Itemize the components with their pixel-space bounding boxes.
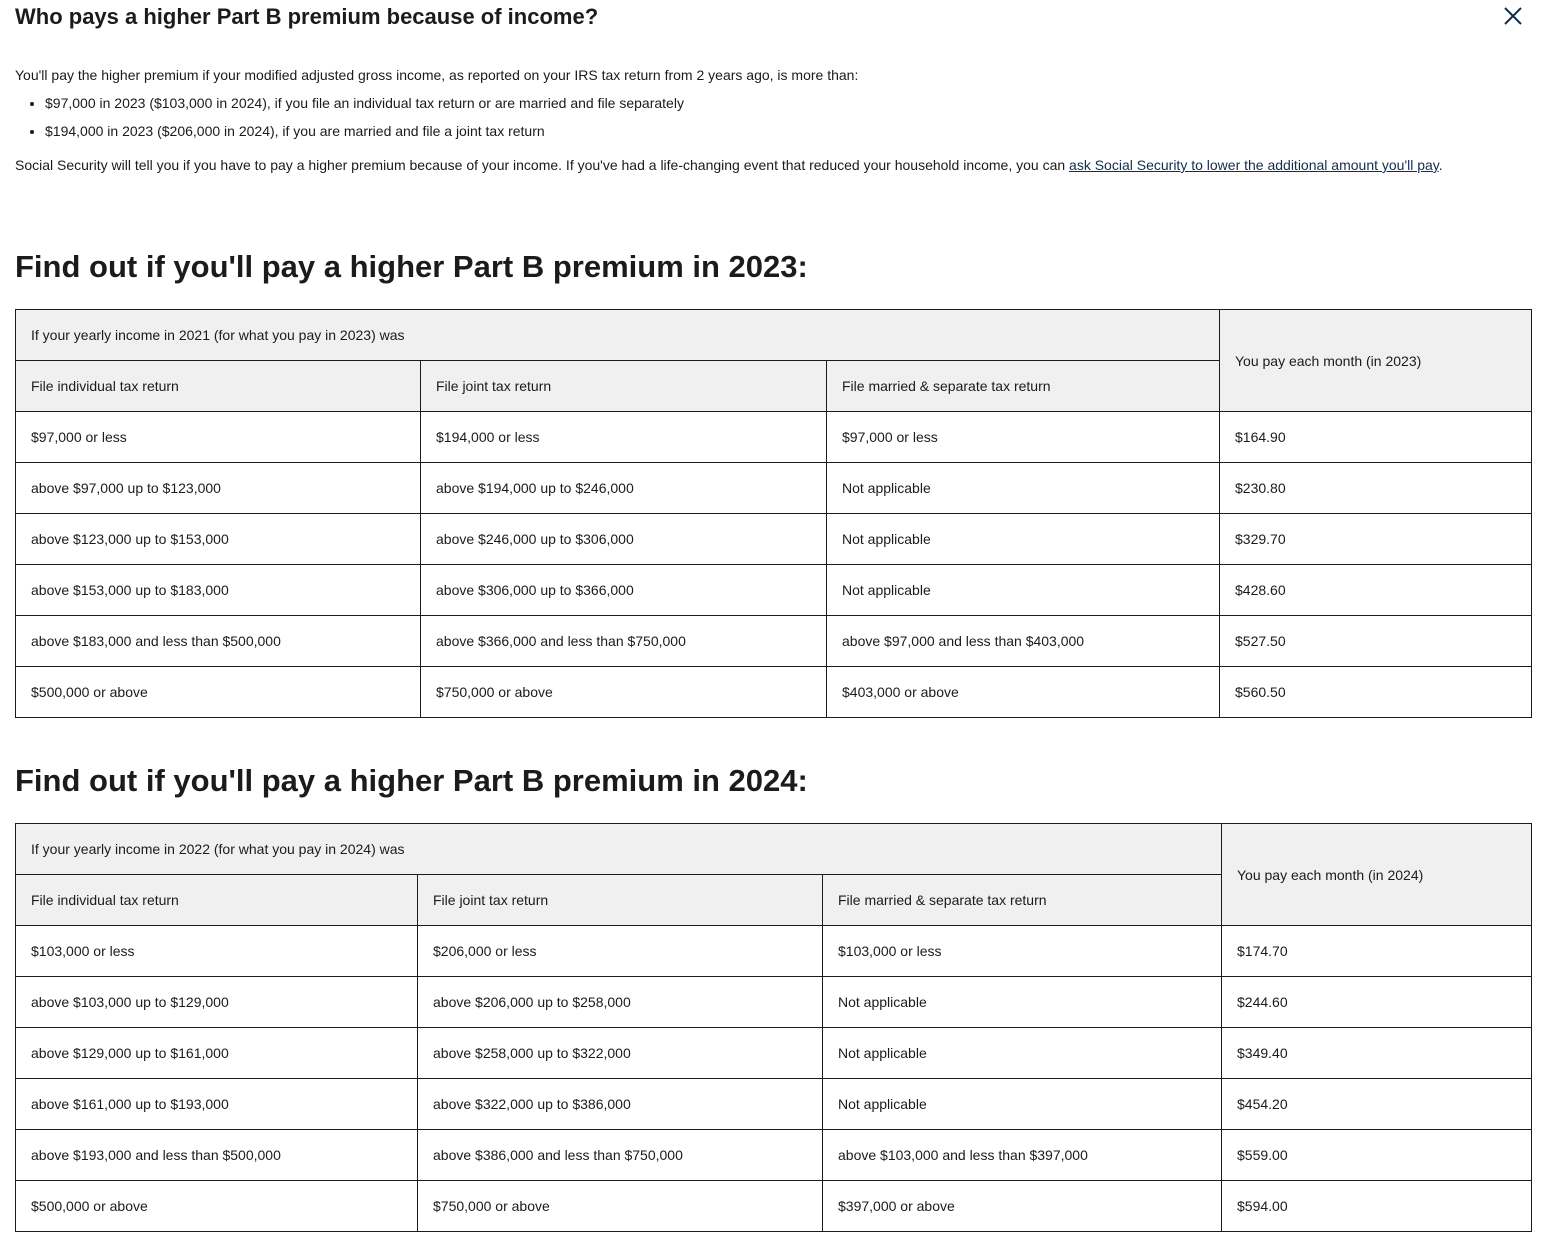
table-row [16, 412, 1532, 463]
heading-2024: Find out if you'll pay a higher Part B premium in 2024: [15, 763, 808, 798]
note-text: Social Security will tell you if you have to pay a higher premium because of your income. If you've had a life-changing event that reduced your household income, you can [15, 157, 1070, 173]
monthly-premium-cell: $329.70 [1220, 514, 1532, 565]
individual-income-cell: above $193,000 and less than $500,000 [16, 1130, 418, 1181]
monthly-premium-cell: $594.00 [1222, 1181, 1532, 1232]
monthly-premium-cell: $349.40 [1222, 1028, 1532, 1079]
intro-note [15, 154, 1525, 176]
col-separate-header: File married & separate tax return [827, 361, 1220, 412]
premium-table-2023 [15, 309, 1532, 718]
table-row [16, 1079, 1532, 1130]
joint-income-cell: $194,000 or less [421, 412, 827, 463]
separate-income-cell: above $103,000 and less than $397,000 [823, 1130, 1222, 1181]
joint-income-cell: above $322,000 up to $386,000 [418, 1079, 823, 1130]
col-separate-header: File married & separate tax return [823, 875, 1222, 926]
individual-income-cell: above $129,000 up to $161,000 [16, 1028, 418, 1079]
col-individual-header: File individual tax return [16, 361, 421, 412]
monthly-premium-cell: $428.60 [1220, 565, 1532, 616]
joint-income-cell: above $386,000 and less than $750,000 [418, 1130, 823, 1181]
list-item: • $97,000 in 2023 ($103,000 in 2024), if you file an individual tax return or are married and file separately [45, 92, 1525, 114]
col-joint-header: File joint tax return [421, 361, 827, 412]
monthly-premium-cell: $230.80 [1220, 463, 1532, 514]
individual-income-cell: above $97,000 up to $123,000 [16, 463, 421, 514]
intro-lead: You'll pay the higher premium if your modified adjusted gross income, as reported on your IRS tax return from 2 years ago, is more than: [15, 67, 859, 83]
individual-income-cell: above $103,000 up to $129,000 [16, 977, 418, 1028]
joint-income-cell: above $306,000 up to $366,000 [421, 565, 827, 616]
separate-income-cell: Not applicable [827, 514, 1220, 565]
heading-2023: Find out if you'll pay a higher Part B premium in 2023: [15, 249, 808, 284]
separate-income-cell: Not applicable [827, 565, 1220, 616]
table-row [16, 1181, 1532, 1232]
separate-income-cell: Not applicable [823, 1028, 1222, 1079]
separate-income-cell: Not applicable [827, 463, 1220, 514]
individual-income-cell: $500,000 or above [16, 1181, 418, 1232]
table-row [16, 667, 1532, 718]
separate-income-cell: Not applicable [823, 1079, 1222, 1130]
threshold-list [15, 92, 1525, 142]
table-row [16, 616, 1532, 667]
table-row [16, 463, 1532, 514]
col-joint-header: File joint tax return [418, 875, 823, 926]
col-individual-header: File individual tax return [16, 875, 418, 926]
table-row [16, 926, 1532, 977]
joint-income-cell: above $366,000 and less than $750,000 [421, 616, 827, 667]
table-row [16, 1130, 1532, 1181]
pay-header: You pay each month (in 2024) [1222, 824, 1532, 926]
lower-amount-link[interactable]: ask Social Security to lower the additional amount you'll pay [1069, 157, 1439, 173]
table-row [16, 977, 1532, 1028]
individual-income-cell: $97,000 or less [16, 412, 421, 463]
joint-income-cell: above $206,000 up to $258,000 [418, 977, 823, 1028]
joint-income-cell: above $194,000 up to $246,000 [421, 463, 827, 514]
close-button[interactable] [1500, 4, 1526, 28]
individual-income-cell: above $161,000 up to $193,000 [16, 1079, 418, 1130]
joint-income-cell: above $258,000 up to $322,000 [418, 1028, 823, 1079]
premium-table-2024 [15, 823, 1532, 1232]
individual-income-cell: above $183,000 and less than $500,000 [16, 616, 421, 667]
joint-income-cell: $750,000 or above [421, 667, 827, 718]
separate-income-cell: $397,000 or above [823, 1181, 1222, 1232]
monthly-premium-cell: $244.60 [1222, 977, 1532, 1028]
list-item: • $194,000 in 2023 ($206,000 in 2024), if you are married and file a joint tax return [45, 120, 1525, 142]
income-header: If your yearly income in 2021 (for what you pay in 2023) was [16, 310, 1220, 361]
joint-income-cell: above $246,000 up to $306,000 [421, 514, 827, 565]
separate-income-cell: $403,000 or above [827, 667, 1220, 718]
note-end: . [1438, 157, 1443, 173]
separate-income-cell: Not applicable [823, 977, 1222, 1028]
joint-income-cell: $750,000 or above [418, 1181, 823, 1232]
income-header: If your yearly income in 2022 (for what you pay in 2024) was [16, 824, 1222, 875]
monthly-premium-cell: $559.00 [1222, 1130, 1532, 1181]
close-icon [1500, 4, 1526, 28]
separate-income-cell: above $97,000 and less than $403,000 [827, 616, 1220, 667]
table-row [16, 1028, 1532, 1079]
modal-title: Who pays a higher Part B premium because of income? [15, 4, 599, 29]
monthly-premium-cell: $527.50 [1220, 616, 1532, 667]
monthly-premium-cell: $560.50 [1220, 667, 1532, 718]
table-row [16, 514, 1532, 565]
monthly-premium-cell: $174.70 [1222, 926, 1532, 977]
monthly-premium-cell: $454.20 [1222, 1079, 1532, 1130]
joint-income-cell: $206,000 or less [418, 926, 823, 977]
individual-income-cell: $500,000 or above [16, 667, 421, 718]
separate-income-cell: $103,000 or less [823, 926, 1222, 977]
individual-income-cell: above $123,000 up to $153,000 [16, 514, 421, 565]
intro-section [15, 64, 1525, 176]
individual-income-cell: $103,000 or less [16, 926, 418, 977]
separate-income-cell: $97,000 or less [827, 412, 1220, 463]
monthly-premium-cell: $164.90 [1220, 412, 1532, 463]
pay-header: You pay each month (in 2023) [1220, 310, 1532, 412]
individual-income-cell: above $153,000 up to $183,000 [16, 565, 421, 616]
table-row [16, 565, 1532, 616]
